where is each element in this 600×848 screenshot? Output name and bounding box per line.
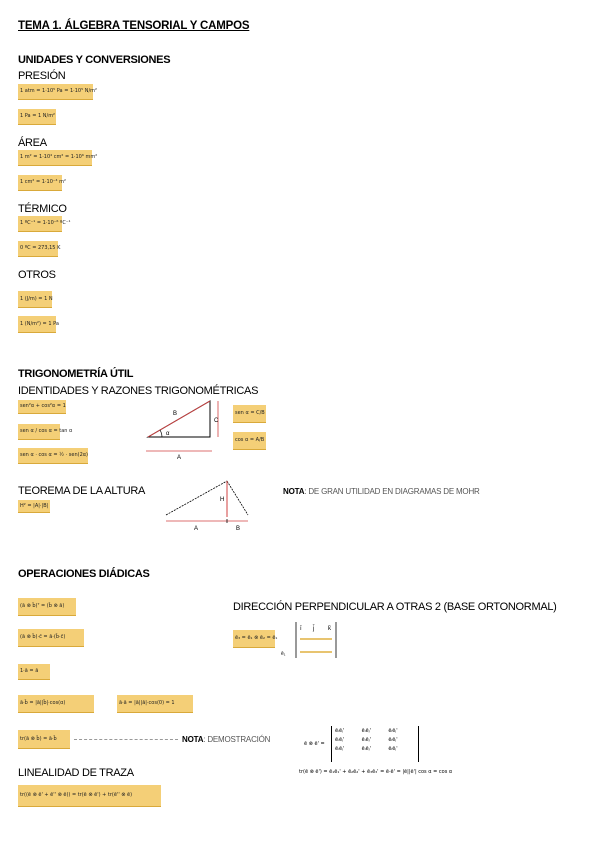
- matrix-cell: ēᵢēⱼ': [335, 746, 345, 752]
- formula-ratio-cos: cos α = A/B: [233, 432, 266, 450]
- formula-trig-1: sen²α + cos²α = 1: [18, 400, 66, 414]
- formula-trace: tr(ā ⊗ b̄) = ā·b̄: [18, 730, 70, 749]
- matrix-cell: ēᵢēⱼ': [388, 737, 398, 743]
- dashed-arrow: [74, 739, 178, 740]
- matrix-row-label: ē₁: [281, 651, 286, 657]
- triangle-label-side: C: [214, 418, 219, 424]
- altura-label-b: B: [236, 526, 241, 532]
- matrix-cell: ēᵢēⱼ': [388, 728, 398, 734]
- formula-termico-1: 1 ºC⁻¹ = 1·10⁻⁶ ºC⁻¹: [18, 216, 62, 232]
- section-heading-trig: TRIGONOMETRÍA ÚTIL: [18, 368, 134, 380]
- matrix-header-i: ī: [300, 626, 302, 632]
- label-perpendicular: DIRECCIÓN PERPENDICULAR A OTRAS 2 (BASE ORTONORMAL): [233, 601, 557, 613]
- label-identidades: IDENTIDADES Y RAZONES TRIGONOMÉTRICAS: [18, 385, 259, 397]
- triangle-label-base: A: [177, 455, 182, 461]
- perpendicular-determinant: [276, 620, 341, 660]
- demo-matrix: [331, 726, 419, 762]
- formula-termico-2: 0 ºC = 273,15 K: [18, 241, 58, 257]
- altura-triangle-diagram: [160, 477, 252, 532]
- right-triangle-diagram: [140, 395, 220, 460]
- matrix-header-j: j̄: [313, 626, 315, 632]
- altura-label-a: A: [194, 526, 199, 532]
- formula-trig-3: sen α · cos α = ½ · sen(2α): [18, 448, 88, 464]
- formula-perpendicular: ē₃ = ē₁ ⊗ ē₂ = ē₁: [233, 630, 275, 648]
- formula-ratio-sen: sen α = C/B: [233, 405, 266, 423]
- label-altura: TEOREMA DE LA ALTURA: [18, 485, 146, 497]
- formula-diadica-transpose: (ā ⊗ b̄)ᵀ = (b̄ ⊗ ā): [18, 598, 76, 616]
- triangle-label-angle: α: [166, 431, 170, 437]
- formula-otros-1: 1 (J/m) = 1 N: [18, 291, 52, 308]
- formula-diadica-product: (ā ⊗ b̄)·c̄ = ā·(b̄·c̄): [18, 629, 84, 647]
- formula-area-1: 1 m² = 1·10⁴ cm² = 1·10⁶ mm²: [18, 150, 92, 166]
- formula-presion-2: 1 Pa = 1 N/m²: [18, 109, 56, 125]
- matrix-cell: ēᵢēⱼ': [335, 728, 345, 734]
- formula-area-2: 1 cm² = 1·10⁻⁴ m²: [18, 175, 62, 191]
- label-termico: TÉRMICO: [18, 203, 67, 215]
- section-heading-diadicas: OPERACIONES DIÁDICAS: [18, 568, 150, 580]
- altura-label-h: H: [220, 497, 225, 503]
- demo-trace-formula: tr(ē ⊗ ē') = ē₁ē₁' + ē₂ē₂' + ē₃ē₃' = ē·ē' = |ē||ē'| cos α = cos α: [299, 769, 453, 775]
- matrix-cell: ēᵢēⱼ': [388, 746, 398, 752]
- matrix-cell: ēᵢēⱼ': [361, 728, 371, 734]
- label-linealidad: LINEALIDAD DE TRAZA: [18, 767, 134, 779]
- formula-trig-2: sen α / cos α = tan α: [18, 424, 60, 440]
- matrix-cell: ēᵢēⱼ': [361, 737, 371, 743]
- note-demostracion: NOTA: DEMOSTRACIÓN: [182, 735, 271, 744]
- formula-dot-product: ā·b̄ = |ā||b̄|·cos(α): [18, 695, 94, 713]
- label-area: ÁREA: [18, 137, 47, 149]
- matrix-header-k: k̄: [328, 626, 331, 632]
- formula-altura: H² = |A|·|B|: [18, 500, 50, 513]
- formula-identity: 1·ā = ā: [18, 664, 50, 680]
- formula-otros-2: 1 (N/m²) = 1 Pa: [18, 316, 56, 333]
- triangle-label-hyp: B: [173, 411, 178, 417]
- section-heading-unidades: UNIDADES Y CONVERSIONES: [18, 54, 171, 66]
- demo-lhs: ē ⊗ ē' =: [304, 741, 325, 747]
- matrix-cell: ēᵢēⱼ': [361, 746, 371, 752]
- note-mohr: NOTA: DE GRAN UTILIDAD EN DIAGRAMAS DE MOHR: [283, 487, 480, 496]
- formula-linealidad: tr((ē ⊗ ē' + ē'' ⊗ ē)) = tr(ē ⊗ ē') + tr(ē'' ⊗ ē): [18, 785, 161, 807]
- label-presion: PRESIÓN: [18, 70, 66, 82]
- formula-presion-1: 1 atm = 1·10⁵ Pa = 1·10⁵ N/m²: [18, 84, 93, 100]
- formula-self-dot: ā·ā = |ā||ā|·cos(0) = 1: [117, 695, 193, 713]
- page-title: TEMA 1. ÁLGEBRA TENSORIAL Y CAMPOS: [18, 20, 250, 32]
- label-otros: OTROS: [18, 269, 56, 281]
- matrix-cell: ēᵢēⱼ': [335, 737, 345, 743]
